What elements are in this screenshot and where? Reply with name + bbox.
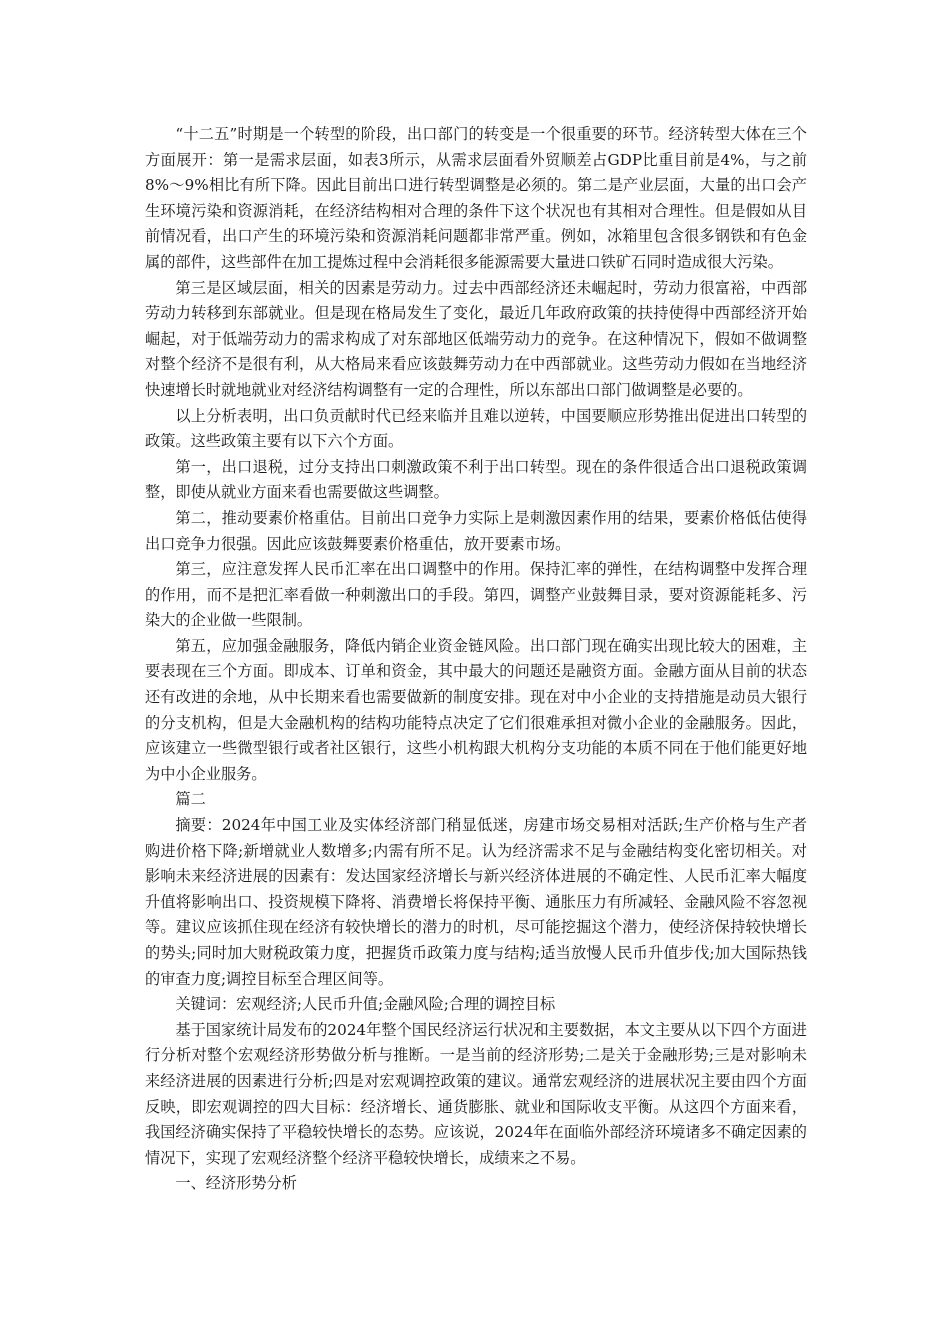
document-body bbox=[145, 122, 807, 1197]
paragraph-policy-5: 第五，应加强金融服务，降低内销企业资金链风险。出口部门现在确实出现比较大的困难，主要表现在三个方面。即成本、订单和资金，其中最大的问题还是融资方面。金融方面从目前的状态还有改进的余地，从中长期来看也需要做新的制度安排。现在对中小企业的支持措施是动员大银行的分支机构，但是大金融机构的结构功能特点决定了它们很难承担对微小企业的金融服务。因此，应该建立一些微型银行或者社区银行，这些小机构跟大机构分支功能的本质不同在于他们能更好地为中小企业服务。 bbox=[145, 636, 807, 783]
paragraph-policy-3-4: 第三，应注意发挥人民币汇率在出口调整中的作用。保持汇率的弹性，在结构调整中发挥合理的作用，而不是把汇率看做一种刺激出口的手段。第四，调整产业鼓舞目录，要对资源能耗多、污染大的企业做一些限制。 bbox=[145, 560, 807, 630]
paragraph-abstract: 摘要：2024年中国工业及实体经济部门稍显低迷，房建市场交易相对活跃;生产价格与生产者购进价格下降;新增就业人数增多;内需有所不足。认为经济需求不足与金融结构变化密切相关。对影响未来经济进展的因素有：发达国家经济增长与新兴经济体进展的不确定性、人民币汇率大幅度升值将影响出口、投资规模下降将、消费增长将保持平衡、通胀压力有所减轻、金融风险不容忽视等。建议应该抓住现在经济有较快增长的潜力的时机，尽可能挖掘这个潜力，使经济保持较快增长的势头;同时加大财税政策力度，把握货币政策力度与结构;适当放慢人民币升值步伐;加大国际热钱的审查力度;调控目标至合理区间等。 bbox=[145, 816, 807, 988]
section-heading-economic-analysis: 一、经济形势分析 bbox=[175, 1174, 297, 1193]
paragraph-policy-summary: 以上分析表明，出口负贡献时代已经来临并且难以逆转，中国要顺应形势推出促进出口转型的政策。这些政策主要有以下六个方面。 bbox=[145, 406, 807, 451]
section-title-part-two: 篇二 bbox=[175, 790, 206, 809]
paragraph-policy-2: 第二，推动要素价格重估。目前出口竞争力实际上是刺激因素作用的结果，要素价格低估使得出口竞争力很强。因此应该鼓舞要素价格重估，放开要素市场。 bbox=[145, 508, 807, 553]
paragraph-export-transition: “十二五”时期是一个转型的阶段，出口部门的转变是一个很重要的环节。经济转型大体在三个方面展开：第一是需求层面，如表3所示，从需求层面看外贸顺差占GDP比重目前是4%，与之前8%～9%相比有所下降。因此目前出口进行转型调整是必须的。第二是产业层面，大量的出口会产生环境污染和资源消耗，在经济结构相对合理的条件下这个状况也有其相对合理性。但是假如从目前情况看，出口产生的环境污染和资源消耗问题都非常严重。例如，冰箱里包含很多钢铁和有色金属的部件，这些部件在加工提炼过程中会消耗很多能源需要大量进口铁矿石同时造成很大污染。 bbox=[145, 125, 807, 271]
paragraph-regional-level: 第三是区域层面，相关的因素是劳动力。过去中西部经济还未崛起时，劳动力很富裕，中西部劳动力转移到东部就业。但是现在格局发生了变化，最近几年政府政策的扶持使得中西部经济开始崛起，对于低端劳动力的需求构成了对东部地区低端劳动力的竞争。在这种情况下，假如不做调整对整个经济不是很有利，从大格局来看应该鼓舞劳动力在中西部就业。这些劳动力假如在当地经济快速增长时就地就业对经济结构调整有一定的合理性，所以东部出口部门做调整是必要的。 bbox=[145, 278, 807, 399]
paragraph-policy-1: 第一，出口退税，过分支持出口刺激政策不利于出口转型。现在的条件很适合出口退税政策调整，即使从就业方面来看也需要做这些调整。 bbox=[145, 457, 807, 502]
paragraph-introduction: 基于国家统计局发布的2024年整个国民经济运行状况和主要数据，本文主要从以下四个方面进行分析对整个宏观经济形势做分析与推断。一是当前的经济形势;二是关于金融形势;三是对影响未来经济进展的因素进行分析;四是对宏观调控政策的建议。通常宏观经济的进展状况主要由四个方面反映，即宏观调控的四大目标：经济增长、通货膨胀、就业和国际收支平衡。从这四个方面来看，我国经济确实保持了平稳较快增长的态势。应该说，2024年在面临外部经济环境诸多不确定因素的情况下，实现了宏观经济整个经济平稳较快增长，成绩来之不易。 bbox=[145, 1020, 807, 1167]
paragraph-keywords: 关键词：宏观经济;人民币升值;金融风险;合理的调控目标 bbox=[175, 995, 556, 1014]
